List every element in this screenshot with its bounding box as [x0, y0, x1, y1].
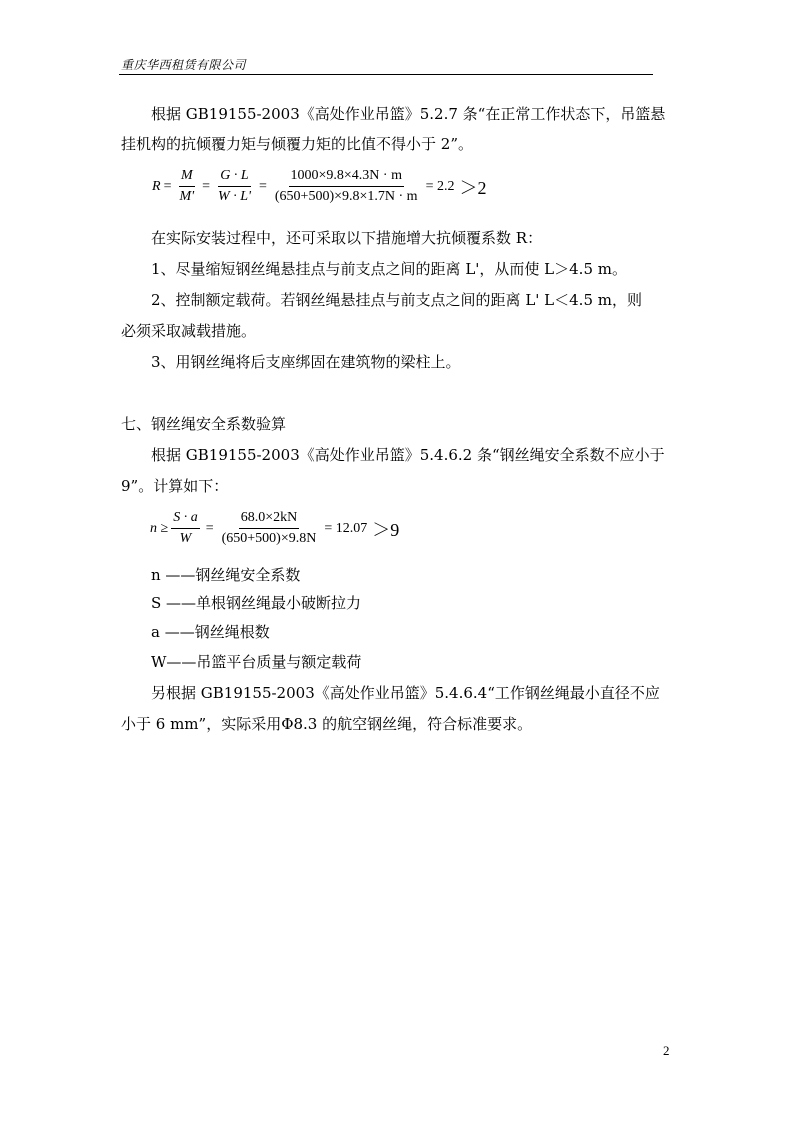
formula1-f1-denominator: M': [179, 189, 195, 204]
formula1-f2-denominator: W · L': [218, 189, 251, 204]
formula1-eq2: =: [202, 178, 211, 194]
formula2-compare: ＞9: [372, 519, 400, 540]
definition-s: S ——单根钢丝绳最小破断拉力: [151, 594, 362, 612]
formula1-f3-denominator: (650+500)×9.8×1.7N · m: [274, 189, 418, 204]
section6-measures-intro: 在实际安装过程中，还可采取以下措施增大抗倾覆系数 R：: [151, 229, 543, 247]
section6-measure-3: 3、用钢丝绳将后支座绑固在建筑物的梁柱上。: [151, 353, 461, 371]
formula2-f1-denominator: W: [179, 531, 192, 546]
formula2-f2-denominator: (650+500)×9.8N: [221, 531, 317, 546]
formula1-lhs: R: [152, 178, 161, 194]
definition-w: W——吊篮平台质量与额定载荷: [151, 653, 362, 671]
page-number: 2: [663, 1043, 670, 1058]
formula1-fraction-gl: [216, 168, 253, 205]
section7-conclusion-line2: 小于 6 mm”，实际采用Φ8.3 的航空钢丝绳，符合标准要求。: [121, 715, 533, 733]
definition-n: n ——钢丝绳安全系数: [151, 566, 301, 584]
formula1-f1-numerator: M: [179, 168, 195, 187]
formula2-fraction-sa: [171, 510, 200, 547]
section6-paragraph-line2: 挂机构的抗倾覆力矩与倾覆力矩的比值不得小于 2”。: [121, 135, 473, 153]
formula1-eq1: =: [163, 178, 172, 194]
formula-safety-factor: [150, 510, 401, 547]
header-rule: [119, 74, 653, 75]
header-company-name: 重庆华西租赁有限公司: [121, 58, 247, 72]
section7-paragraph-line2: 9”。计算如下：: [121, 477, 229, 495]
formula1-f3-numerator: 1000×9.8×4.3N · m: [289, 168, 404, 187]
formula2-eq: =: [205, 520, 214, 536]
formula1-result: = 2.2: [425, 178, 455, 194]
formula2-f2-numerator: 68.0×2kN: [239, 510, 300, 529]
formula2-result: = 12.07: [324, 520, 368, 536]
section6-measure-2-line2: 必须采取减载措施。: [121, 322, 257, 340]
formula1-eq3: =: [258, 178, 267, 194]
section7-title: 七、钢丝绳安全系数验算: [121, 415, 287, 433]
formula1-fraction-m: [177, 168, 196, 205]
section7-conclusion-line1: 另根据 GB19155-2003《高处作业吊篮》5.4.6.4“工作钢丝绳最小直径不应: [151, 684, 660, 702]
section6-measure-1: 1、尽量缩短钢丝绳悬挂点与前支点之间的距离 L'，从而使 L＞4.5 m。: [151, 260, 627, 278]
formula2-fraction-values: [220, 510, 319, 547]
section6-paragraph-line1: 根据 GB19155-2003《高处作业吊篮》5.2.7 条“在正常工作状态下，吊篮悬: [151, 105, 666, 123]
formula1-compare: ＞2: [459, 177, 487, 198]
formula1-fraction-values: [273, 168, 420, 205]
section7-paragraph-line1: 根据 GB19155-2003《高处作业吊篮》5.4.6.2 条“钢丝绳安全系数不应小于: [151, 446, 665, 464]
formula2-f1-numerator: S · a: [171, 510, 200, 529]
definition-a: a ——钢丝绳根数: [151, 623, 270, 641]
formula-overturning-ratio: [152, 168, 488, 205]
formula2-lhs: n ≥: [150, 520, 169, 536]
section6-measure-2-line1: 2、控制额定载荷。若钢丝绳悬挂点与前支点之间的距离 L' L＜4.5 m，则: [151, 291, 642, 309]
formula1-f2-numerator: G · L: [218, 168, 250, 187]
